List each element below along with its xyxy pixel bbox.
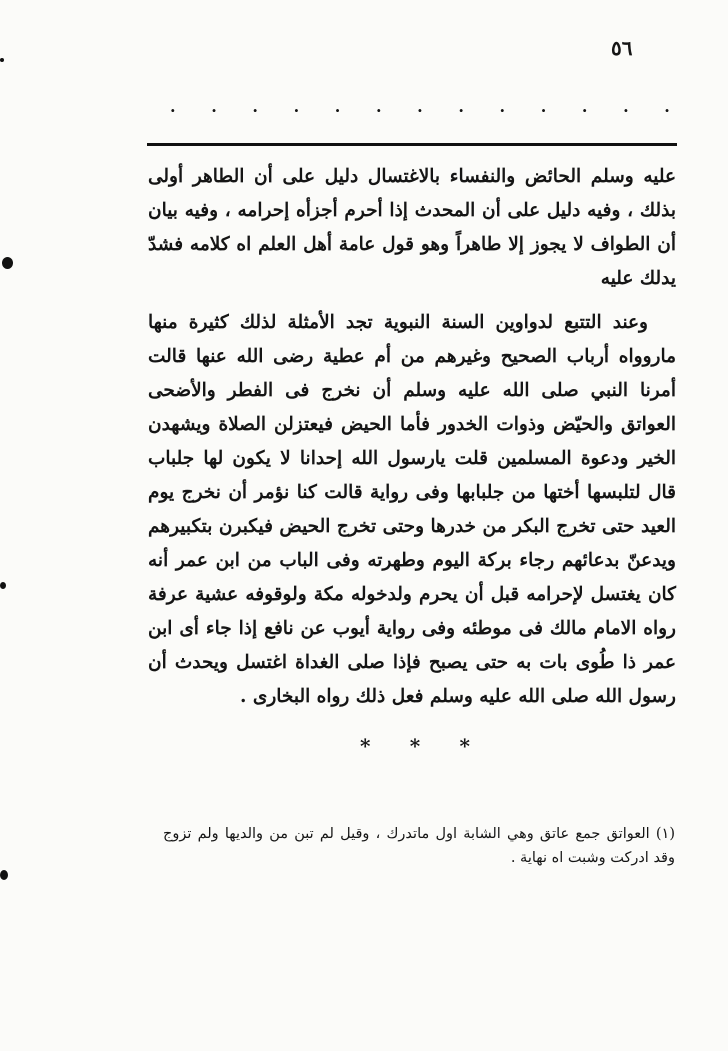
main-text xyxy=(148,160,676,714)
separator-star: * xyxy=(409,734,421,758)
dot-row xyxy=(170,96,670,116)
footnote xyxy=(163,822,675,870)
dot: . xyxy=(170,96,176,116)
dot: . xyxy=(375,96,382,116)
dot: . xyxy=(417,96,423,116)
scan-mark xyxy=(2,257,13,269)
dot: . xyxy=(252,96,258,116)
section-separator xyxy=(360,734,470,758)
dot: . xyxy=(499,96,506,116)
paragraph-1: عليه وسلم الحائض والنفساء بالاغتسال دليل على أن الطاهر أولى بذلك ، وفيه دليل على أن المحدث إذا أحرم أجزأه إحرامه ، وفيه بيان أن الطواف لا يجوز إلا طاهراً وهو قول عامة أهل العلم اه كلامه فشدّ يدلك عليه xyxy=(148,166,676,289)
scan-mark xyxy=(0,582,6,589)
scan-mark xyxy=(0,870,8,880)
dot: . xyxy=(334,96,341,116)
footnote-text: (١) العواتق جمع عاتق وهي الشابة اول ماتدرك ، وقيل لم تبن من والديها ولم تزوج وقد ادركت وشبت اه نهاية . xyxy=(163,826,675,866)
dot: . xyxy=(623,96,629,116)
dot: . xyxy=(211,96,217,116)
header-rule xyxy=(147,143,677,146)
page-number: ٥٦ xyxy=(611,36,633,60)
separator-star: * xyxy=(360,734,371,758)
separator-star: * xyxy=(459,734,470,758)
paragraph-2: وعند التتبع لدواوين السنة النبوية تجد الأمثلة لذلك كثيرة منها ماروواه أرباب الصحيح وغيرهم من أم عطية رضى الله عنها قالت أمرنا النبي صلى الله عليه وسلم أن نخرج فى الفطر والأضحى العواتق والحيّض وذوات الخدور فأما الحيض فيعتزلن الصلاة ويشهدن الخير ودعوة المسلمين قلت يارسول الله إحدانا لا يكون لها جلباب قال لتلبسها أختها من جلبابها وفى رواية قالت كنا نؤمر أن نخرج يوم العيد حتى تخرج البكر من خدرها وحتى تخرج الحيض فيكبرن بتكبيرهم ويدعنّ بدعائهم رجاء بركة اليوم وطهرته وفى الباب من ابن عمر أنه كان يغتسل لإحرامه قبل أن يحرم ولدخوله مكة ولوقوفه عشية عرفة رواه الامام مالك فى موطئه وفى رواية أيوب عن نافع إذا جاء أى ابن عمر ذا طُوى بات به حتى يصبح فإذا صلى الغداة اغتسل ويحدث أن رسول الله صلى الله عليه وسلم فعل ذلك رواه البخارى . xyxy=(148,312,676,707)
dot: . xyxy=(581,96,588,116)
dot: . xyxy=(664,96,670,116)
dot: . xyxy=(293,96,300,116)
dot: . xyxy=(458,96,464,116)
scan-mark xyxy=(0,58,4,62)
dot: . xyxy=(540,96,547,116)
